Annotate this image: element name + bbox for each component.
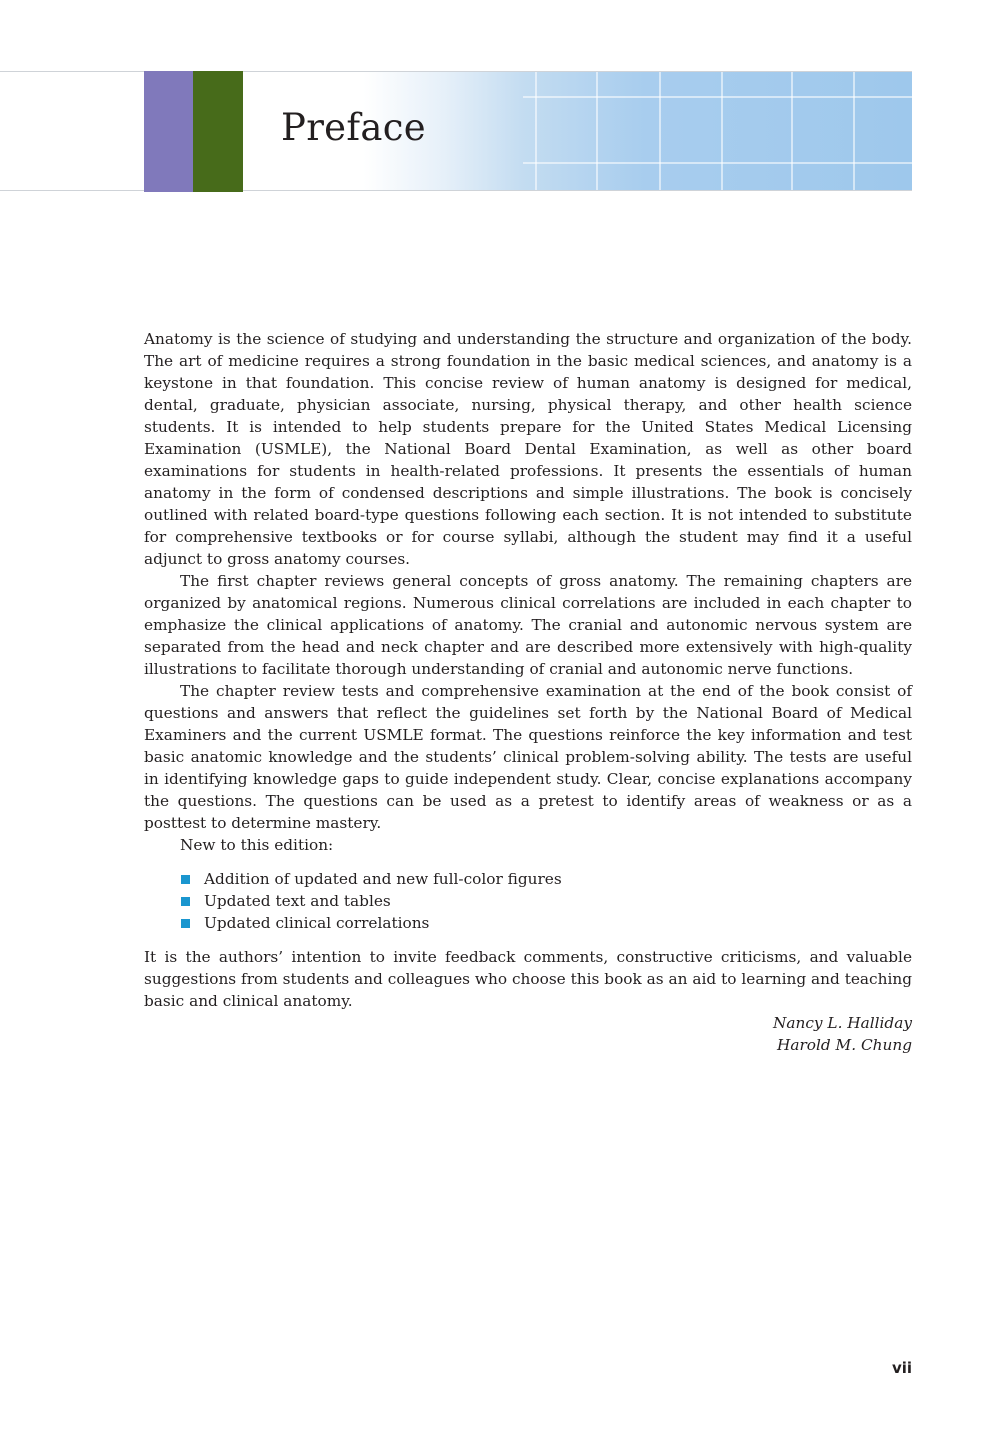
list-item: Addition of updated and new full-color figures <box>180 868 912 890</box>
list-item: Updated clinical correlations <box>180 912 912 934</box>
new-edition-list <box>144 868 912 934</box>
author-name: Harold M. Chung <box>777 1036 912 1054</box>
header-green-block <box>193 71 243 192</box>
paragraph-intro: Anatomy is the science of studying and understanding the structure and organization of the body. The art of medicine requires a strong foundation in the basic medical sciences, and anatomy is a keystone in that foundation. This concise review of human anatomy is designed for medical, dental, graduate, physician associate, nursing, physical therapy, and other health science students. It is intended to help students prepare for the United States Medical Licensing Examination (USMLE), the National Board Dental Examination, as well as other board examinations for students in health-related professions. It presents the essentials of human anatomy in the form of condensed descriptions and simple illustrations. The book is concisely outlined with related board-type questions following each section. It is not intended to substitute for comprehensive textbooks or for course syllabi, although the student may find it a useful adjunct to gross anatomy courses. <box>144 330 912 568</box>
paragraph-review-tests: The chapter review tests and comprehensive examination at the end of the book consist of questions and answers that reflect the guidelines set forth by the National Board of Medical Examiners and the current USMLE format. The questions reinforce the key information and test basic anatomic knowledge and the students’ clinical problem-solving ability. The tests are useful in identifying knowledge gaps to guide independent study. Clear, concise explanations accompany the questions. The questions can be used as a pretest to identify areas of weakness or as a posttest to determine mastery. <box>144 682 912 832</box>
new-edition-heading: New to this edition: <box>180 836 334 854</box>
page-number: vii <box>891 1359 912 1377</box>
square-bullet-icon <box>181 919 190 928</box>
header-rule-bottom <box>0 190 912 191</box>
paragraph-chapters: The first chapter reviews general concepts of gross anatomy. The remaining chapters are organized by anatomical regions. Numerous clinical correlations are included in each chapter to emphasize the clinical applications of anatomy. The cranial and autonomic nervous system are separated from the head and neck chapter and are described more extensively with high-quality illustrations to facilitate thorough understanding of cranial and autonomic nerve functions. <box>144 572 912 678</box>
paragraph-closing: It is the authors’ intention to invite feedback comments, constructive criticisms, and valuable suggestions from students and colleagues who choose this book as an aid to learning and teaching basic and clinical anatomy. <box>144 948 912 1010</box>
header-purple-block <box>144 71 193 192</box>
author-name: Nancy L. Halliday <box>772 1014 912 1032</box>
list-item: Updated text and tables <box>180 890 912 912</box>
preface-body <box>144 328 912 1056</box>
square-bullet-icon <box>181 897 190 906</box>
square-bullet-icon <box>181 875 190 884</box>
page-title: Preface <box>281 106 426 149</box>
